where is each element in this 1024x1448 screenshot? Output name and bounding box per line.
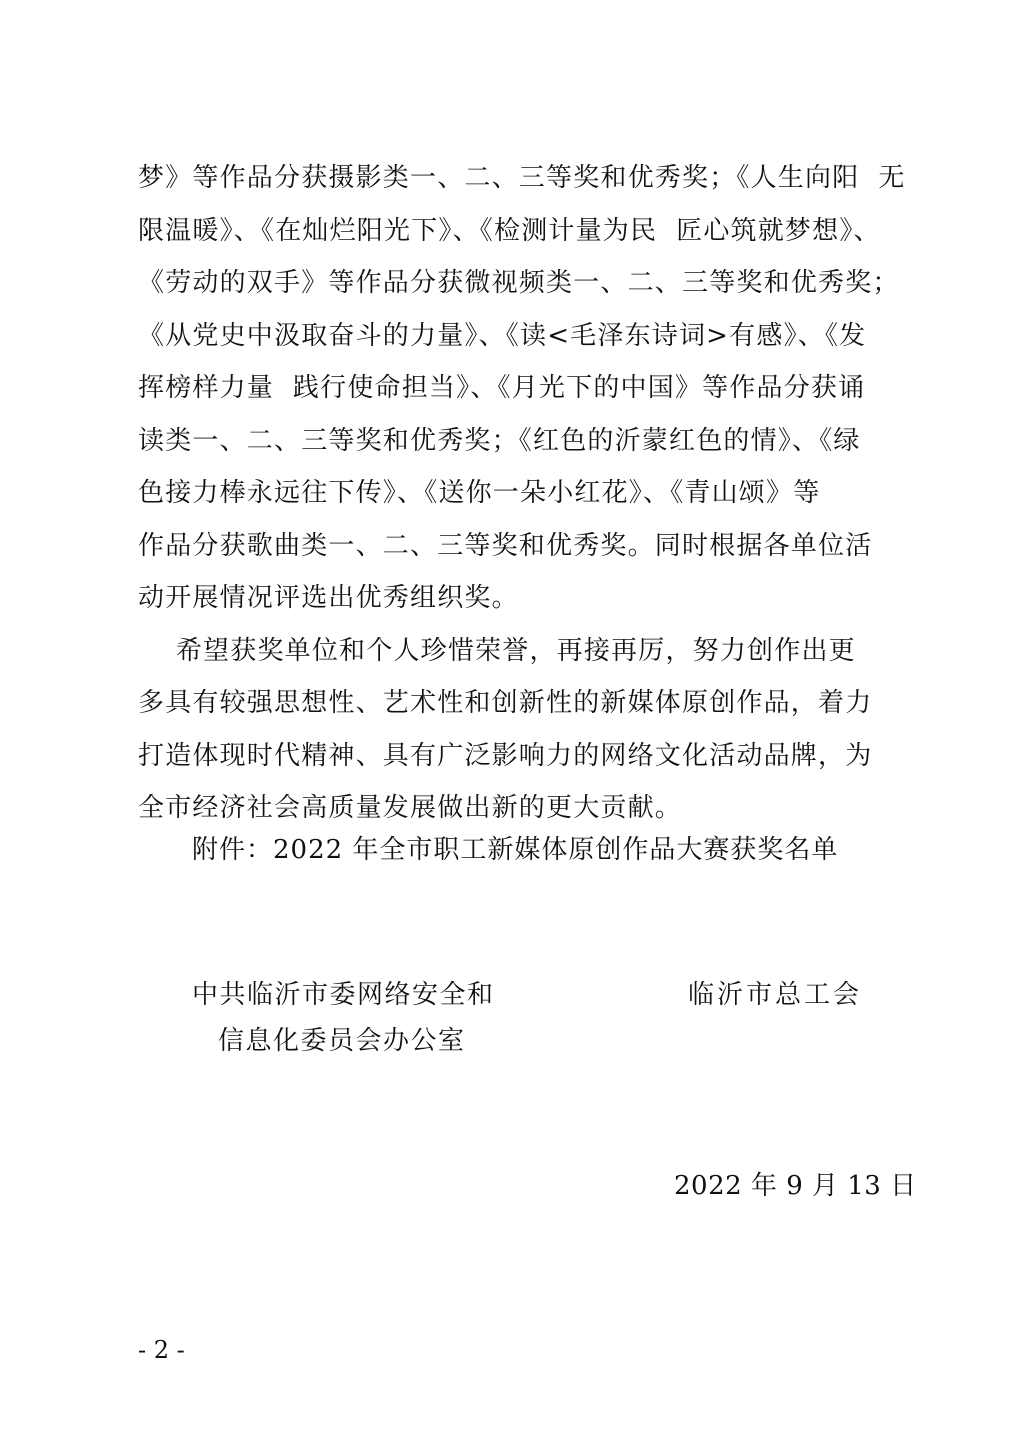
body-line: 《从党史中汲取奋斗的力量》、《读<毛泽东诗词>有感》、《发 bbox=[138, 320, 867, 351]
page-number: - 2 - bbox=[138, 1336, 185, 1364]
body-line: 梦》等作品分获摄影类一、二、三等奖和优秀奖；《人生向阳 无 bbox=[138, 163, 906, 193]
body-line: 挥榜样力量 践行使命担当》、《月光下的中国》等作品分获诵 bbox=[138, 373, 866, 403]
body-line: 希望获奖单位和个人珍惜荣誉，再接再厉，努力创作出更 bbox=[138, 635, 856, 666]
body-line: 《劳动的双手》等作品分获微视频类一、二、三等奖和优秀奖； bbox=[138, 268, 900, 298]
body-line: 限温暖》、《在灿烂阳光下》、《检测计量为民 匠心筑就梦想》、 bbox=[138, 215, 881, 246]
body-text bbox=[138, 152, 906, 835]
body-line: 作品分获歌曲类一、二、三等奖和优秀奖。同时根据各单位活 bbox=[138, 530, 873, 561]
attachment-note: 附件：2022 年全市职工新媒体原创作品大赛获奖名单 bbox=[192, 835, 839, 865]
body-line: 动开展情况评选出优秀组织奖。 bbox=[138, 583, 519, 613]
issuer-left-line1: 中共临沂市委网络安全和 bbox=[192, 980, 495, 1010]
body-line: 全市经济社会高质量发展做出新的更大贡献。 bbox=[138, 793, 683, 823]
issuer-left-line2: 信息化委员会办公室 bbox=[218, 1026, 466, 1056]
body-line: 色接力棒永远往下传》、《送你一朵小红花》、《青山颂》等 bbox=[138, 478, 821, 508]
body-line: 读类一、二、三等奖和优秀奖；《红色的沂蒙红色的情》、《绿 bbox=[138, 425, 861, 456]
issue-date: 2022 年 9 月 13 日 bbox=[674, 1171, 917, 1201]
body-line: 打造体现时代精神、具有广泛影响力的网络文化活动品牌，为 bbox=[138, 740, 873, 771]
issuer-right: 临沂市总工会 bbox=[688, 980, 863, 1010]
body-line: 多具有较强思想性、艺术性和创新性的新媒体原创作品，着力 bbox=[138, 688, 873, 718]
